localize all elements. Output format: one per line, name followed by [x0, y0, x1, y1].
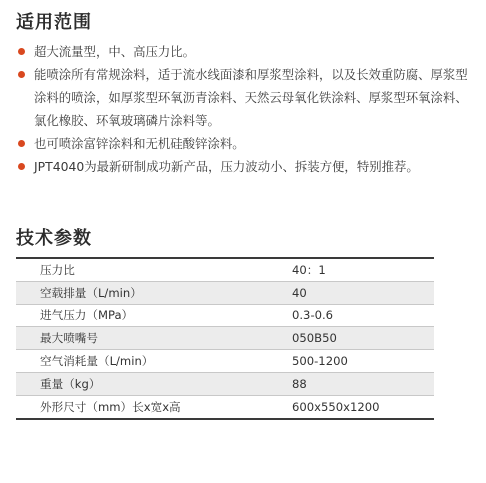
spec-label: 进气压力（MPa） [16, 304, 268, 327]
spec-value: 40 [268, 281, 434, 304]
table-row [16, 327, 434, 350]
spec-value: 40：1 [268, 258, 434, 281]
spec-label: 空载排量（L/min） [16, 281, 268, 304]
spec-value: 0.3-0.6 [268, 304, 434, 327]
bullet-text: JPT4040为最新研制成功新产品，压力波动小、拆装方便，特别推荐。 [34, 159, 419, 174]
scope-bullet-list [16, 40, 478, 178]
table-row [16, 258, 434, 281]
bullet-dot-icon [18, 140, 25, 147]
spec-label: 压力比 [16, 258, 268, 281]
scope-bullet-item [16, 40, 478, 63]
table-row [16, 304, 434, 327]
scope-bullet-item [16, 63, 478, 132]
bullet-text: 超大流量型，中、高压力比。 [34, 44, 196, 59]
specs-table [16, 257, 434, 420]
scope-bullet-item [16, 132, 478, 155]
table-row [16, 372, 434, 395]
bullet-text: 也可喷涂富锌涂料和无机硅酸锌涂料。 [34, 136, 245, 151]
table-row [16, 281, 434, 304]
spec-label: 最大喷嘴号 [16, 327, 268, 350]
spec-value: 88 [268, 372, 434, 395]
scope-bullet-item [16, 155, 478, 178]
table-row [16, 350, 434, 373]
scope-section-title: 适用范围 [16, 12, 92, 33]
spec-value: 050B50 [268, 327, 434, 350]
spec-value: 500-1200 [268, 350, 434, 373]
spec-value: 600x550x1200 [268, 395, 434, 418]
bullet-text: 能喷涂所有常规涂料，适于流水线面漆和厚浆型涂料，以及长效重防腐、厚浆型涂料的喷涂，如厚浆型环氧沥青涂料、天然云母氧化铁涂料、厚浆型环氧涂料、氯化橡胶、环氧玻璃磷片涂料等。 [34, 67, 468, 128]
bullet-dot-icon [18, 163, 25, 170]
spec-label: 空气消耗量（L/min） [16, 350, 268, 373]
bullet-dot-icon [18, 48, 25, 55]
spec-label: 外形尺寸（mm）长x宽x高 [16, 395, 268, 418]
bullet-dot-icon [18, 71, 25, 78]
spec-label: 重量（kg） [16, 372, 268, 395]
table-row [16, 395, 434, 418]
specs-section-title: 技术参数 [16, 228, 92, 249]
